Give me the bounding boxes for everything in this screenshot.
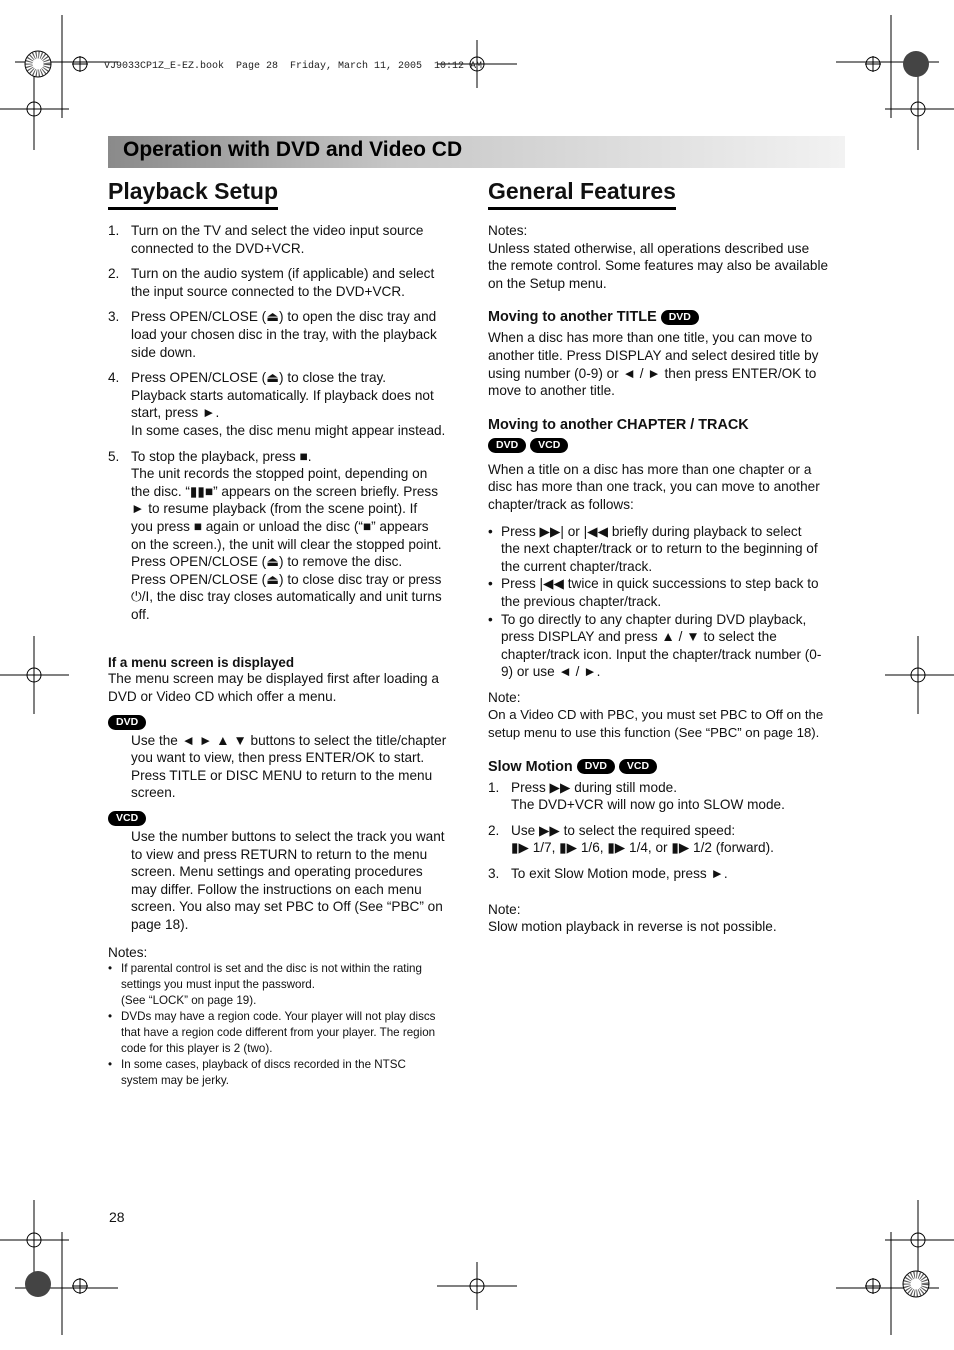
step-number: 2. xyxy=(488,822,500,838)
menu-screen-title: If a menu screen is displayed xyxy=(108,655,295,671)
title-text xyxy=(488,329,848,399)
bullet-item xyxy=(108,961,464,1009)
pbc-note-text xyxy=(488,706,848,741)
text-line: may differ. Follow the instructions on each menu xyxy=(131,881,422,897)
step-item xyxy=(108,222,464,257)
text-line: The unit records the stopped point, depending on xyxy=(131,466,428,482)
dvd-badge: DVD xyxy=(488,438,526,453)
text-line: setup menu to use this function (See “PBC” on page 18). xyxy=(488,725,820,741)
text-line: ▮▶ 1/7, ▮▶ 1/6, ▮▶ 1/4, or ▮▶ 1/2 (forward). xyxy=(511,840,774,856)
text-line: Press TITLE or DISC MENU to return to the menu xyxy=(131,767,433,783)
page-number: 28 xyxy=(109,1209,125,1225)
text-line: Use the number buttons to select the track you want xyxy=(131,829,445,845)
text-line: Press OPEN/CLOSE (⏏) to close disc tray or press xyxy=(131,571,442,587)
text-line: system may be jerky. xyxy=(121,1074,230,1088)
bullet-item xyxy=(108,1009,464,1057)
text-line: move to another title. xyxy=(488,383,615,399)
text-line: Turn on the audio system (if applicable) and select xyxy=(131,266,435,282)
text-line: (See “LOCK” on page 19). xyxy=(121,994,257,1008)
text-line: chapter/track icon. Input the chapter/track number (0- xyxy=(501,646,822,662)
step-number: 5. xyxy=(108,448,120,464)
text-line: screen. Menu settings and operating procedures xyxy=(131,864,423,880)
text-line: the remote control. Some features may also be available xyxy=(488,258,829,274)
text-line: Press OPEN/CLOSE (⏏) to open the disc tray and xyxy=(131,309,437,325)
vcd-menu-text xyxy=(108,828,464,934)
text-line: 9) or use ◄ / ►. xyxy=(501,664,601,680)
text-line: screen. xyxy=(131,785,176,801)
text-line: ► to resume playback (from the scene point). If xyxy=(131,501,418,517)
note-label: Note: xyxy=(488,901,521,917)
text-line: the next chapter/track or to return to the beginning of xyxy=(501,541,818,557)
slow-note-text xyxy=(488,918,848,936)
text-line: off. xyxy=(131,606,150,622)
text-line: On a Video CD with PBC, you must set PBC to Off on the xyxy=(488,707,824,723)
text-line: Use the ◄ ► ▲ ▼ buttons to select the title/chapter xyxy=(131,732,447,748)
step-number: 3. xyxy=(108,309,120,325)
step-item xyxy=(488,865,848,883)
text-line: press DISPLAY and press ▲ / ▼ to select the xyxy=(501,629,777,645)
text-line: DVD or Video CD which offer a menu. xyxy=(108,689,337,705)
text-line: another title. Press DISPLAY and select desired title by xyxy=(488,347,819,363)
step-item xyxy=(488,779,848,814)
vcd-badge: VCD xyxy=(619,759,657,774)
text-line: you press ■ again or unload the disc (“■” appears xyxy=(131,518,429,534)
note-label: Note: xyxy=(488,689,521,705)
text-line: load your chosen disc in the tray, with the playback xyxy=(131,326,437,342)
step-item xyxy=(108,369,464,439)
notes-list xyxy=(108,961,464,1089)
step-number: 2. xyxy=(108,266,120,282)
bullet-item xyxy=(488,611,848,681)
general-features-heading: General Features xyxy=(488,178,676,210)
dvd-menu-text xyxy=(108,732,464,802)
text-line: start, press ►. xyxy=(131,405,220,421)
step-item xyxy=(108,448,464,624)
section-banner xyxy=(108,136,845,168)
text-line: on the Setup menu. xyxy=(488,275,607,291)
text-line: screen. You also may set PBC to Off (See “PBC” on xyxy=(131,899,443,915)
text-line: Press OPEN/CLOSE (⏏) to close the tray. xyxy=(131,370,387,386)
text-line: you want to view, then press ENTER/OK to start. xyxy=(131,750,425,766)
text-line: that have a region code different from your player. The region xyxy=(121,1026,436,1040)
notes-text xyxy=(488,240,848,293)
step-number: 4. xyxy=(108,370,120,386)
bullet-item xyxy=(488,575,848,610)
step-item xyxy=(108,265,464,300)
chapter-heading: Moving to another CHAPTER / TRACK xyxy=(488,416,749,433)
vcd-badge: VCD xyxy=(108,811,146,826)
text-line: Use ▶▶ to select the required speed: xyxy=(511,822,736,838)
banner-title: Operation with DVD and Video CD xyxy=(123,138,463,161)
text-line: Press OPEN/CLOSE (⏏) to remove the disc. xyxy=(131,554,403,570)
text-line: The DVD+VCR will now go into SLOW mode. xyxy=(511,797,785,813)
text-line: disc has more than one track, you can move to another xyxy=(488,479,820,495)
dvd-badge: DVD xyxy=(108,715,146,730)
general-features-column xyxy=(488,178,848,936)
text-line: the input source connected to the DVD+VCR. xyxy=(131,283,405,299)
text-line: page 18). xyxy=(131,917,189,932)
print-info: VJ9033CP1Z_E-EZ.book Page 28 Friday, March 11, 2005 10:12 AM xyxy=(104,61,483,72)
text-line: chapter/track as follows: xyxy=(488,496,634,512)
text-line: Unless stated otherwise, all operations described use xyxy=(488,240,810,256)
step-number: 1. xyxy=(108,223,120,238)
text-line: the current chapter/track. xyxy=(501,558,653,574)
slow-motion-steps xyxy=(488,779,848,883)
text-line: • Press |◀◀ twice in quick successions to step back to xyxy=(501,576,819,592)
dvd-badge: DVD xyxy=(577,759,615,774)
text-line: settings you must input the password. xyxy=(121,978,315,992)
step-item xyxy=(488,822,848,857)
text-line: the previous chapter/track. xyxy=(501,593,662,609)
slow-motion-heading: Slow Motion DVD VCD xyxy=(488,759,848,775)
text-line: using number (0-9) or ◄ / ► then press ENTER/OK to xyxy=(488,365,817,381)
text-line: Playback starts automatically. If playback does not xyxy=(131,387,434,403)
text-line: on the screen.), the unit will clear the stopped point. xyxy=(131,536,442,552)
text-line: side down. xyxy=(131,344,196,360)
text-line: • If parental control is set and the disc is not within the rating xyxy=(121,962,422,976)
vcd-badge: VCD xyxy=(530,438,568,453)
text-line: connected to the DVD+VCR. xyxy=(131,240,305,256)
bullet-item xyxy=(108,1057,464,1089)
text-line: Slow motion playback in reverse is not possible. xyxy=(488,919,777,935)
text-line: • Press ▶▶| or |◀◀ briefly during playback to select xyxy=(501,523,802,539)
text-line: ⏻/I, the disc tray closes automatically and unit turns xyxy=(131,589,442,605)
playback-setup-heading: Playback Setup xyxy=(108,178,278,210)
step-item xyxy=(108,308,464,361)
dvd-badge: DVD xyxy=(661,310,699,325)
notes-label: Notes: xyxy=(108,944,148,960)
text-line: • To go directly to any chapter during DVD playback, xyxy=(501,611,807,627)
chapter-text xyxy=(488,461,848,514)
chapter-bullets xyxy=(488,523,848,681)
bullet-item xyxy=(488,523,848,576)
notes-label: Notes: xyxy=(488,223,528,238)
step-number: 3. xyxy=(488,866,500,882)
text-line: The menu screen may be displayed first after loading a xyxy=(108,671,439,687)
text-line: When a title on a disc has more than one chapter or a xyxy=(488,461,812,477)
text-line: the disc. “▮▮■” appears on the screen briefly. Press xyxy=(131,483,439,499)
text-line: To exit Slow Motion mode, press ►. xyxy=(511,866,728,882)
step-number: 1. xyxy=(488,779,500,795)
text-line: • In some cases, playback of discs recorded in the NTSC xyxy=(121,1058,406,1072)
title-heading: Moving to another TITLE DVD xyxy=(488,309,848,325)
text-line: Press ▶▶ during still mode. xyxy=(511,779,677,795)
text-line: • DVDs may have a region code. Your player will not play discs xyxy=(121,1010,436,1024)
playback-steps xyxy=(108,222,464,623)
playback-setup-column xyxy=(108,178,464,1089)
text-line: In some cases, the disc menu might appear instead. xyxy=(131,422,446,438)
text-line: to view and press RETURN to return to the menu xyxy=(131,846,428,862)
text-line: code for this player is 2 (two). xyxy=(121,1042,273,1056)
text-line: When a disc has more than one title, you can move to xyxy=(488,330,813,346)
text-line: Turn on the TV and select the video input source xyxy=(131,223,424,238)
menu-screen-text xyxy=(108,670,464,705)
text-line: To stop the playback, press ■. xyxy=(131,448,312,464)
